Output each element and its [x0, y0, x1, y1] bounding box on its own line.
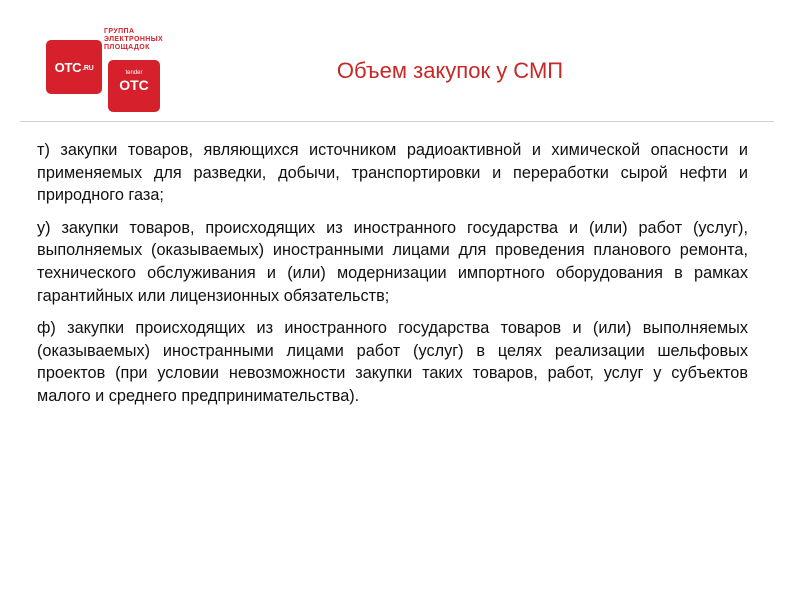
group-title-line1: ГРУППА — [104, 28, 135, 35]
header-divider — [20, 121, 774, 122]
otc-tender-logo — [108, 60, 160, 112]
otc-logo-suffix: .RU — [82, 65, 94, 72]
slide-content — [37, 139, 748, 418]
paragraph-t: т) закупки товаров, являющихся источником радиоактивной и химической опасности и применяемых для разведки, добычи, транспортировки и переработки сырой нефти и природного газа; — [37, 141, 748, 205]
otc-ru-logo — [46, 40, 102, 94]
slide-title: Объем закупок у СМП — [336, 58, 564, 83]
paragraph-u: у) закупки товаров, происходящих из иностранного государства и (или) работ (услуг), выполняемых (оказываемых) иностранными лицами для проведения планового ремонта, технического обслуживания и (или) модернизации импортного оборудования в рамках гарантийных или лицензионных обязательств; — [37, 218, 748, 305]
company-logo — [46, 28, 176, 120]
tender-otc-text: OTC — [119, 77, 149, 93]
group-title — [104, 28, 184, 52]
group-title-line3: ПЛОЩАДОК — [104, 44, 150, 51]
group-title-line2: ЭЛЕКТРОННЫХ — [104, 36, 164, 43]
otc-logo-text: OTC — [54, 59, 82, 75]
paragraph-f: ф) закупки происходящих из иностранного государства товаров и (или) выполняемых (оказываемых) иностранными лицами работ (услуг) в целях реализации шельфовых проектов (при условии невозможности закупки таких товаров, работ, услуг у субъектов малого и среднего предпринимательства). — [37, 319, 748, 405]
tender-label: tender — [125, 70, 143, 76]
